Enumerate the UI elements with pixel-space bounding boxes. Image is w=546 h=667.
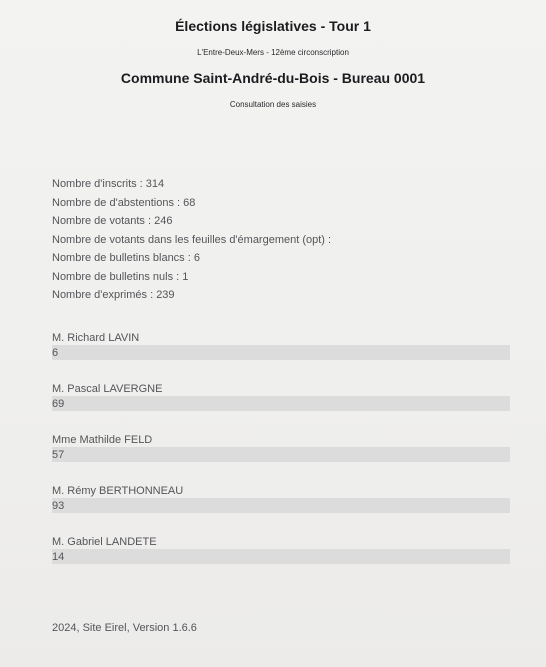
candidate-votes: 69 — [52, 398, 65, 410]
stat-bulletins-nuls: Nombre de bulletins nuls : 1 — [52, 270, 189, 283]
candidate-votes: 14 — [52, 551, 65, 563]
candidate-item — [52, 331, 512, 382]
commune-heading: Commune Saint-André-du-Bois - Bureau 0001 — [120, 70, 426, 86]
candidate-bar — [52, 498, 510, 513]
candidates-list — [52, 331, 512, 586]
stat-exprimes: Nombre d'exprimés : 239 — [52, 289, 175, 301]
candidate-name: M. Gabriel LANDETE — [52, 536, 157, 548]
candidate-votes: 93 — [52, 500, 65, 512]
stat-votants-emargement: Nombre de votants dans les feuilles d'émargement (opt) : — [52, 233, 332, 246]
candidate-name: M. Richard LAVIN — [52, 332, 140, 344]
stat-inscrits: Nombre d'inscrits : 314 — [52, 178, 165, 190]
candidate-votes: 57 — [52, 449, 65, 461]
candidate-votes: 6 — [52, 347, 59, 359]
footer-version: 2024, Site Eirel, Version 1.6.6 — [52, 622, 197, 634]
candidate-bar — [52, 396, 510, 411]
candidate-bar — [52, 345, 510, 360]
candidate-bar — [52, 447, 510, 462]
candidate-name: Mme Mathilde FELD — [52, 434, 153, 446]
candidate-name: M. Pascal LAVERGNE — [52, 383, 163, 395]
stats-section — [52, 175, 512, 305]
candidate-item — [52, 433, 512, 484]
page-subtitle: L'Entre-Deux-Mers - 12ème circonscription — [197, 48, 349, 57]
candidate-item — [52, 535, 512, 586]
stat-votants: Nombre de votants : 246 — [52, 215, 173, 227]
stat-bulletins-blancs: Nombre de bulletins blancs : 6 — [52, 252, 200, 264]
stat-abstentions: Nombre de d'abstentions : 68 — [52, 196, 196, 209]
candidate-name: M. Rémy BERTHONNEAU — [52, 485, 184, 497]
candidate-item — [52, 382, 512, 433]
page-title: Élections législatives - Tour 1 — [175, 18, 371, 34]
consultation-label: Consultation des saisies — [229, 100, 317, 109]
candidate-bar — [52, 549, 510, 564]
candidate-item — [52, 484, 512, 535]
